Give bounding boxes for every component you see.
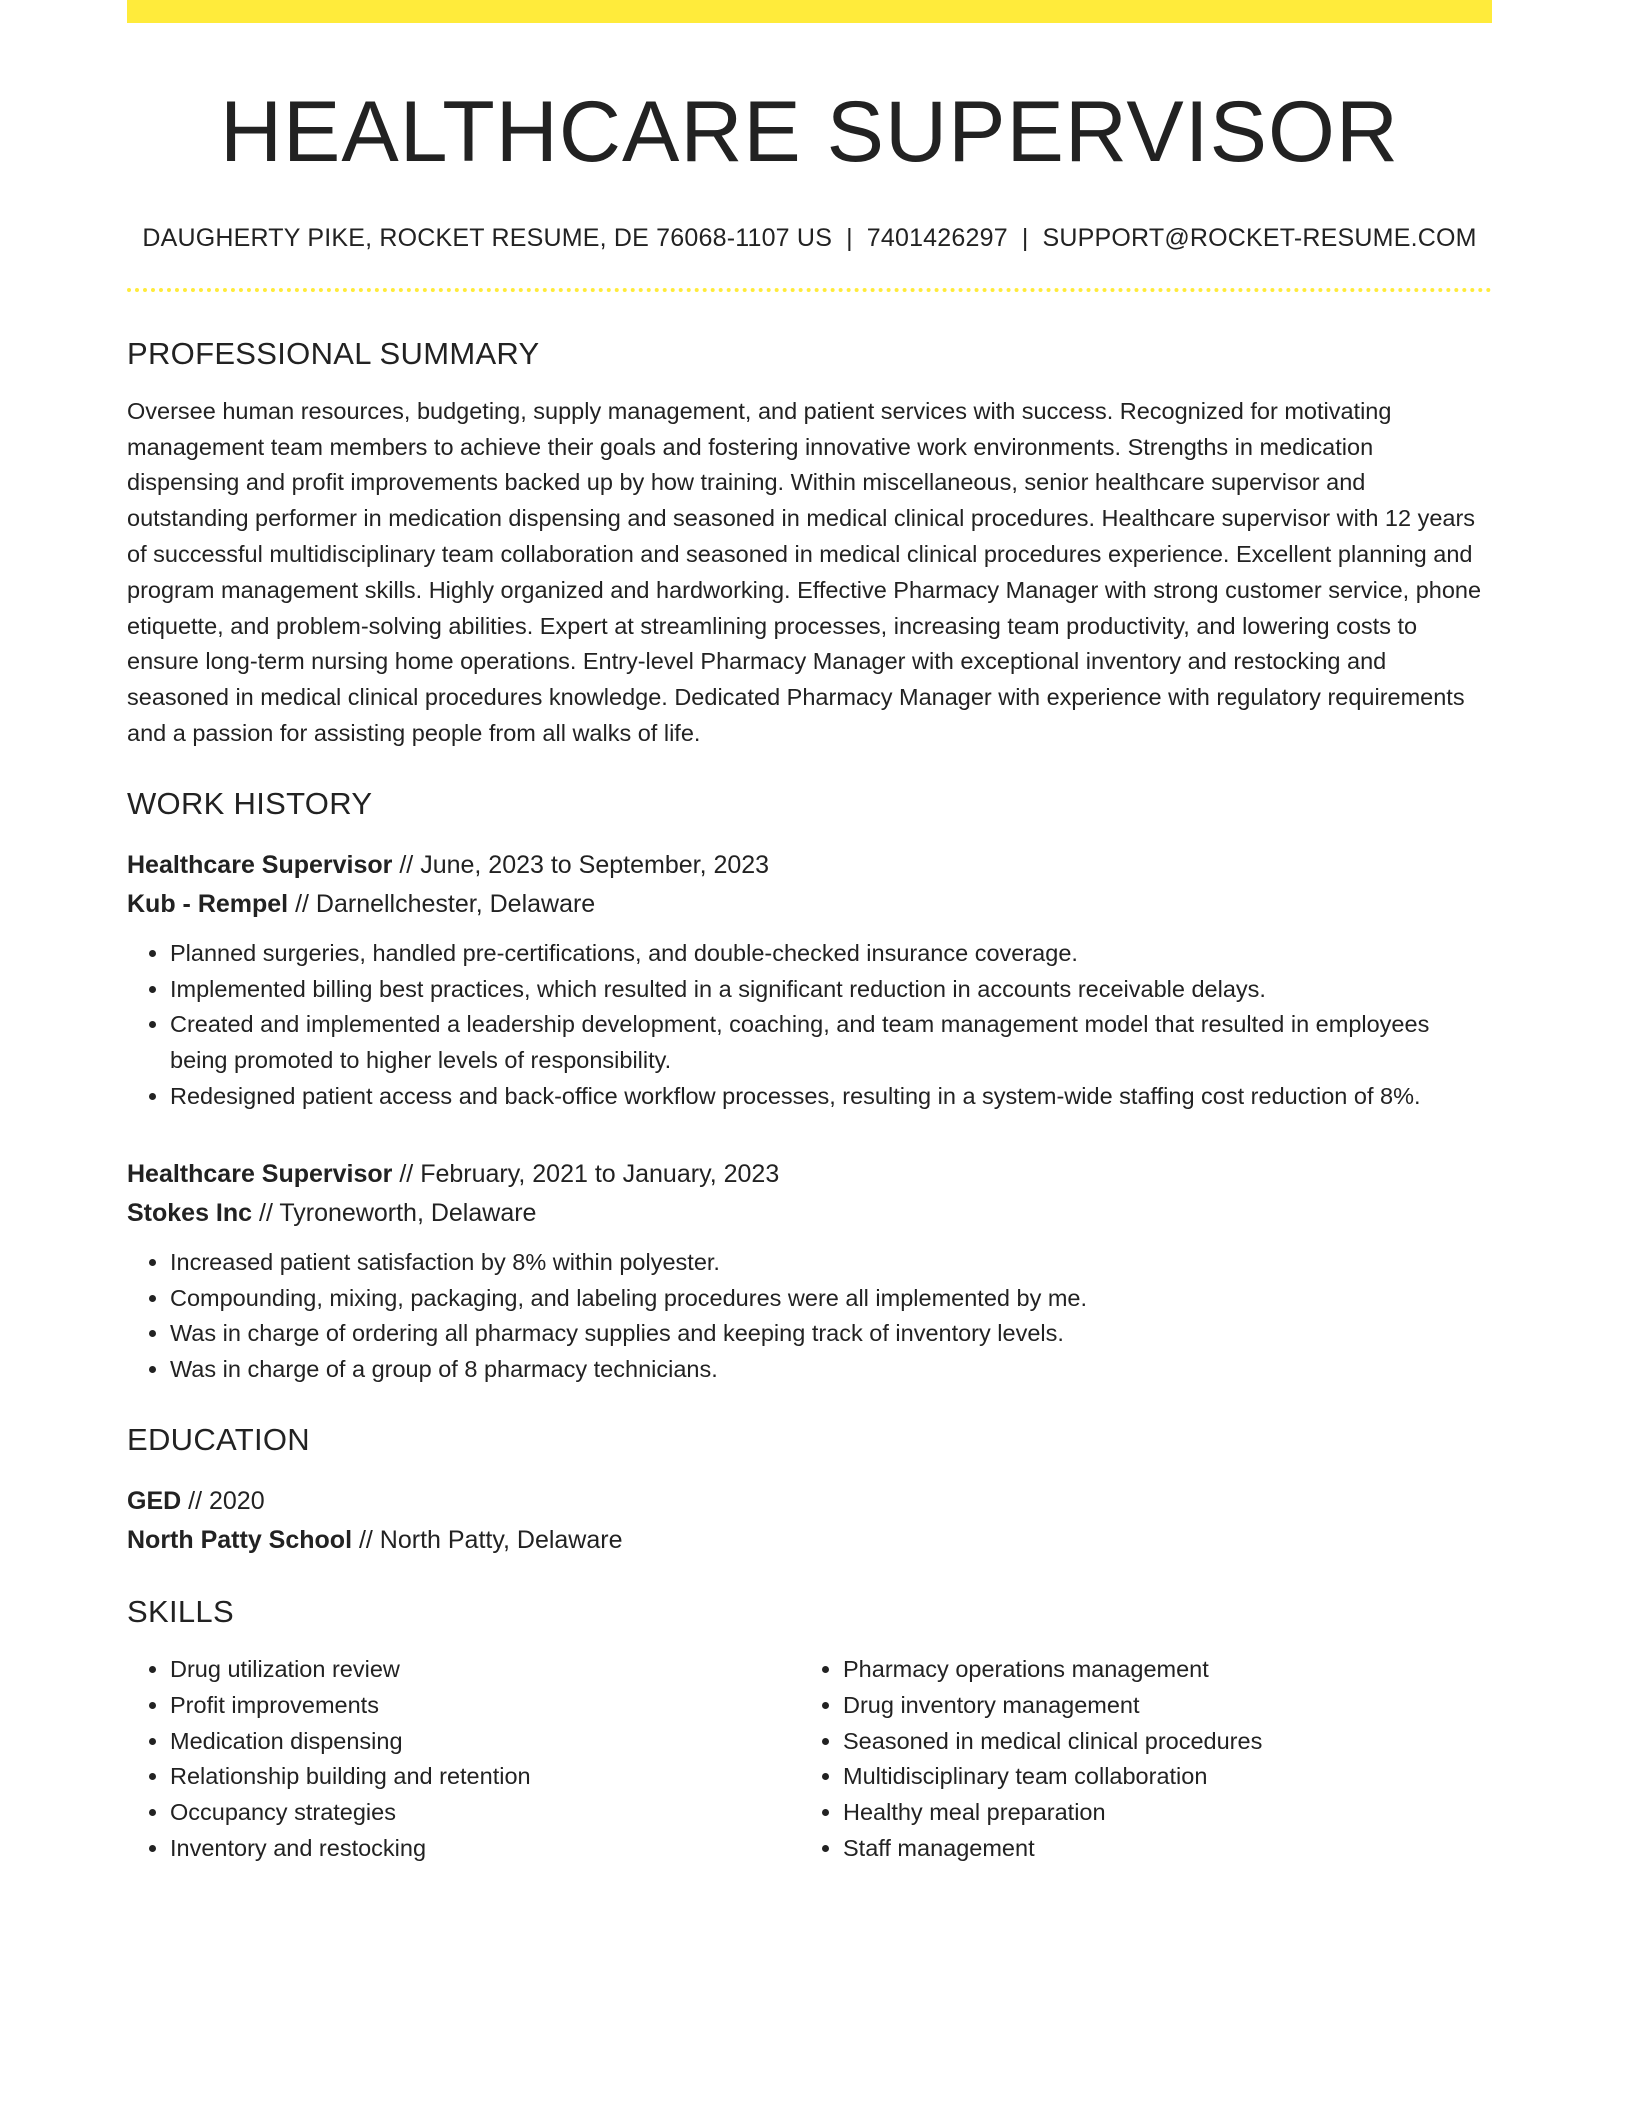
education-school: North Patty School	[127, 1526, 353, 1555]
job-bullets	[127, 936, 1492, 1115]
work-history-heading: WORK HISTORY	[127, 785, 373, 821]
job-bullet: • Planned surgeries, handled pre-certifications, and double-checked insurance coverage.	[170, 936, 1492, 972]
skills-column-right	[800, 1652, 1463, 1867]
job-dates: // June, 2023 to September, 2023	[399, 850, 770, 879]
contact-email: SUPPORT@ROCKET-RESUME.COM	[1042, 223, 1477, 252]
job-bullet: • Implemented billing best practices, which resulted in a significant reduction in accounts receivable delays.	[170, 972, 1492, 1008]
job-location: // Darnellchester, Delaware	[295, 889, 596, 918]
contact-separator: |	[846, 223, 853, 252]
skill-item: • Seasoned in medical clinical procedures	[843, 1724, 1463, 1760]
skill-item: • Drug utilization review	[170, 1652, 800, 1688]
summary-heading: PROFESSIONAL SUMMARY	[127, 335, 540, 371]
accent-bar	[127, 0, 1492, 23]
job-company: Stokes Inc	[127, 1198, 253, 1227]
skill-item: • Staff management	[843, 1831, 1463, 1867]
summary-text: Oversee human resources, budgeting, supply management, and patient services with success. Recognized for motivating management team members to achieve their goals and fostering innovative work environments. Strengths in medication dispensing and profit improvements backed up by how training. Within miscellaneous, senior healthcare supervisor and outstanding performer in medication dispensing and seasoned in medical clinical procedures. Healthcare supervisor with 12 years of successful multidisciplinary team collaboration and seasoned in medical clinical procedures experience. Excellent planning and program management skills. Highly organized and hardworking. Effective Pharmacy Manager with strong customer service, phone etiquette, and problem-solving abilities. Expert at streamlining processes, increasing team productivity, and lowering costs to ensure long-term nursing home operations. Entry-level Pharmacy Manager with exceptional inventory and restocking and seasoned in medical clinical procedures knowledge. Dedicated Pharmacy Manager with experience with regulatory requirements and a passion for assisting people from all walks of life.	[127, 397, 1482, 747]
education-year: // 2020	[188, 1487, 265, 1516]
skill-item: • Multidisciplinary team collaboration	[843, 1759, 1463, 1795]
education-degree-line	[127, 1482, 1492, 1521]
education-degree: GED	[127, 1487, 182, 1516]
contact-line	[127, 224, 1492, 253]
job-bullet: • Redesigned patient access and back-office workflow processes, resulting in a system-wide staffing cost reduction of 8%.	[170, 1079, 1492, 1115]
job-title-line	[127, 846, 1492, 885]
job-company-line	[127, 1194, 1492, 1233]
skills-heading: SKILLS	[127, 1594, 234, 1630]
skills-column-left	[127, 1652, 800, 1867]
education-heading: EDUCATION	[127, 1422, 310, 1458]
resume-page	[127, 0, 1492, 1867]
job-bullet: • Increased patient satisfaction by 8% within polyester.	[170, 1245, 1492, 1281]
job-bullets	[127, 1245, 1492, 1388]
job-location: // Tyroneworth, Delaware	[259, 1198, 537, 1227]
job-bullet: • Was in charge of a group of 8 pharmacy technicians.	[170, 1352, 1492, 1388]
skill-item: • Pharmacy operations management	[843, 1652, 1463, 1688]
education-location: // North Patty, Delaware	[358, 1526, 623, 1555]
job-bullet: • Created and implemented a leadership development, coaching, and team management model that resulted in employees being promoted to higher levels of responsibility.	[170, 1007, 1492, 1079]
job-entry	[127, 1155, 1492, 1388]
job-role: Healthcare Supervisor	[127, 1159, 393, 1188]
skill-item: • Profit improvements	[170, 1688, 800, 1724]
education-school-line	[127, 1521, 1492, 1560]
job-company: Kub - Rempel	[127, 889, 289, 918]
skill-item: • Drug inventory management	[843, 1688, 1463, 1724]
contact-address: DAUGHERTY PIKE, ROCKET RESUME, DE 76068-1107 US	[142, 223, 833, 252]
job-title-line	[127, 1155, 1492, 1194]
job-entry	[127, 846, 1492, 1115]
job-bullet: • Was in charge of ordering all pharmacy supplies and keeping track of inventory levels.	[170, 1316, 1492, 1352]
job-role: Healthcare Supervisor	[127, 850, 393, 879]
skill-item: • Relationship building and retention	[170, 1759, 800, 1795]
skill-item: • Medication dispensing	[170, 1724, 800, 1760]
education-entry	[127, 1482, 1492, 1560]
skills-list	[127, 1652, 1492, 1867]
skill-item: • Healthy meal preparation	[843, 1795, 1463, 1831]
skill-item: • Occupancy strategies	[170, 1795, 800, 1831]
job-dates: // February, 2021 to January, 2023	[399, 1159, 780, 1188]
job-company-line	[127, 885, 1492, 924]
contact-separator: |	[1021, 223, 1029, 252]
page-title: HEALTHCARE SUPERVISOR	[219, 84, 1400, 180]
job-bullet: • Compounding, mixing, packaging, and labeling procedures were all implemented by me.	[170, 1281, 1492, 1317]
dotted-divider	[127, 288, 1492, 292]
contact-phone: 7401426297	[866, 223, 1008, 252]
skill-item: • Inventory and restocking	[170, 1831, 800, 1867]
